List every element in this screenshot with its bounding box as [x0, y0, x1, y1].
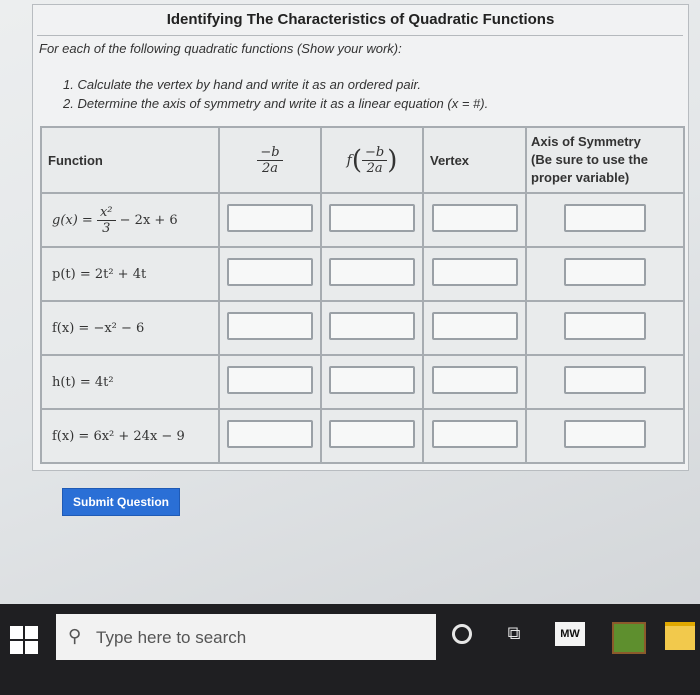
answer-input-axis[interactable] [564, 366, 646, 394]
function-label: f(x) = −x² − 6 [41, 301, 219, 355]
function-g-frac-num: x² [97, 205, 116, 221]
function-label: f(x) = 6x² + 24x − 9 [41, 409, 219, 463]
quadratic-table [40, 126, 685, 464]
header-vertex: Vertex [423, 127, 526, 193]
answer-input-neg-b-over-2a[interactable] [227, 420, 313, 448]
answer-input-vertex[interactable] [432, 366, 518, 394]
answer-input-f-value[interactable] [329, 258, 415, 286]
table-row [41, 355, 684, 409]
function-label: p(t) = 2t² + 4t [41, 247, 219, 301]
answer-input-axis[interactable] [564, 312, 646, 340]
answer-input-f-value[interactable] [329, 312, 415, 340]
table-row [41, 301, 684, 355]
answer-input-neg-b-over-2a[interactable] [227, 258, 313, 286]
answer-input-axis[interactable] [564, 258, 646, 286]
header-function: Function [41, 127, 219, 193]
mw-app-icon[interactable]: MW [555, 622, 585, 646]
header-frac-den: 2a [261, 160, 279, 176]
search-placeholder: Type here to search [96, 628, 247, 647]
header-axis-of-symmetry [526, 127, 684, 193]
answer-input-neg-b-over-2a[interactable] [227, 366, 313, 394]
answer-input-vertex[interactable] [432, 204, 518, 232]
answer-input-f-value[interactable] [329, 420, 415, 448]
page-title: Identifying The Characteristics of Quadratic Functions [166, 11, 555, 28]
table-header-row [41, 127, 684, 193]
table-row [41, 247, 684, 301]
windows-start-icon[interactable] [10, 626, 38, 654]
function-label [41, 193, 219, 247]
answer-input-neg-b-over-2a[interactable] [227, 204, 313, 232]
title-divider [37, 35, 683, 36]
header-f-frac-num: −b [362, 145, 387, 161]
taskbar [0, 604, 700, 695]
instruction-step-1: 1. Calculate the vertex by hand and write it as an ordered pair. [63, 77, 421, 92]
search-icon: ⚲ [68, 626, 82, 647]
taskbar-search-box[interactable] [56, 614, 436, 660]
function-g-suffix: − 2x + 6 [115, 212, 178, 228]
table-row [41, 193, 684, 247]
task-view-icon[interactable]: ⧉ [507, 623, 521, 644]
answer-input-vertex[interactable] [432, 258, 518, 286]
answer-input-axis[interactable] [564, 420, 646, 448]
function-g-prefix: g(x) = [52, 212, 97, 228]
function-g-frac-den: 3 [102, 220, 111, 236]
answer-input-f-value[interactable] [329, 204, 415, 232]
answer-input-neg-b-over-2a[interactable] [227, 312, 313, 340]
cortana-icon[interactable] [452, 624, 472, 644]
function-label: h(t) = 4t² [41, 355, 219, 409]
answer-input-axis[interactable] [564, 204, 646, 232]
header-neg-b-over-2a [219, 127, 321, 193]
instruction-step-2: 2. Determine the axis of symmetry and write it as a linear equation (x = #). [63, 96, 489, 111]
table-row [41, 409, 684, 463]
submit-question-button[interactable]: Submit Question [62, 488, 180, 516]
header-axis-line3: proper variable) [531, 170, 630, 185]
header-f-symbol: f [346, 152, 352, 168]
minecraft-app-icon[interactable] [612, 622, 646, 654]
instructions-heading: For each of the following quadratic functions (Show your work): [39, 41, 402, 56]
header-f-of-neg-b-over-2a: f( $\frac{-b}{2a}$ ) [321, 127, 423, 193]
header-axis-line1: Axis of Symmetry [531, 134, 641, 149]
answer-input-f-value[interactable] [329, 366, 415, 394]
header-frac-num: −b [257, 145, 282, 161]
file-explorer-icon[interactable] [665, 622, 695, 650]
answer-input-vertex[interactable] [432, 312, 518, 340]
header-axis-line2: (Be sure to use the [531, 152, 649, 167]
header-f-frac-den: 2a [366, 160, 383, 176]
answer-input-vertex[interactable] [432, 420, 518, 448]
